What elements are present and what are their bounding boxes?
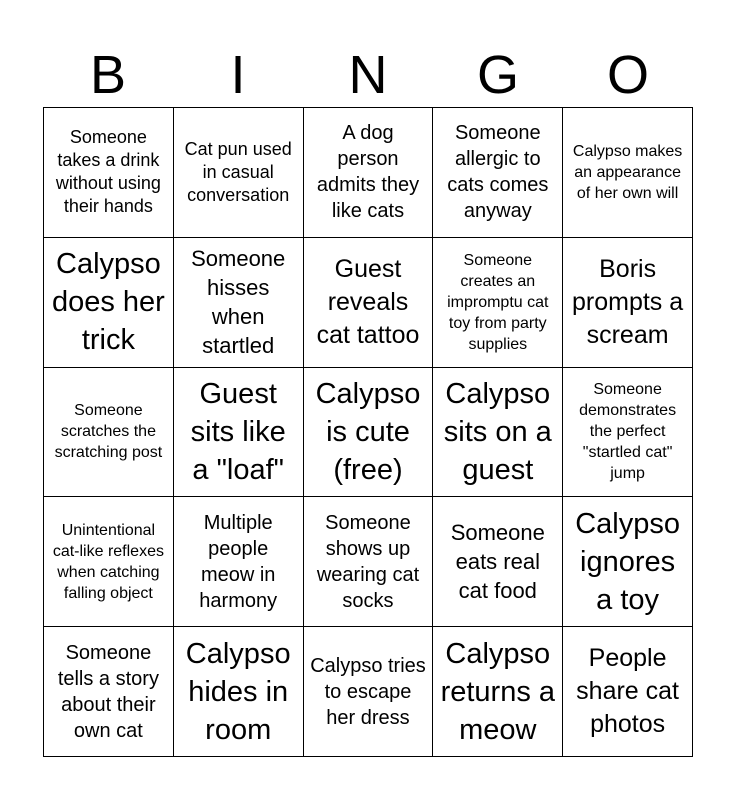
bingo-cell-1-1[interactable] xyxy=(44,108,174,238)
cell-text: Calypso sits on a guest xyxy=(443,377,552,486)
bingo-cell-4-3[interactable] xyxy=(304,497,434,627)
cell-text: Calypso does her trick xyxy=(51,248,165,357)
cell-text: Someone allergic to cats comes anyway xyxy=(447,122,549,223)
cell-text: Calypso is cute (free) xyxy=(315,377,421,486)
header-letter-o: O xyxy=(606,45,649,105)
cell-text: Calypso ignores a toy xyxy=(575,507,680,616)
cell-text: Guest sits like a "loaf" xyxy=(190,377,286,486)
cell-text: Calypso hides in room xyxy=(185,637,291,746)
bingo-cell-2-1[interactable] xyxy=(44,238,174,368)
bingo-cell-1-3[interactable] xyxy=(304,108,434,238)
cell-text: Someone scratches the scratching post xyxy=(54,402,163,462)
bingo-cell-2-2[interactable] xyxy=(174,238,304,368)
cell-text: People share cat photos xyxy=(576,644,680,739)
bingo-cell-4-2[interactable] xyxy=(174,497,304,627)
bingo-header xyxy=(43,42,693,108)
bingo-cell-3-2[interactable] xyxy=(174,368,304,498)
bingo-cell-4-1[interactable] xyxy=(44,497,174,627)
cell-text: Calypso tries to escape her dress xyxy=(310,654,426,729)
cell-text: Cat pun used in casual conversation xyxy=(184,138,292,205)
cell-text: A dog person admits they like cats xyxy=(316,122,420,223)
bingo-cell-3-4[interactable] xyxy=(433,368,563,498)
bingo-cell-2-4[interactable] xyxy=(433,238,563,368)
header-letter-n: N xyxy=(348,45,388,105)
cell-text: Unintentional cat-like reflexes when catching falling object xyxy=(52,521,164,602)
cell-text: Someone takes a drink without using their hands xyxy=(55,127,161,217)
bingo-cell-5-5[interactable] xyxy=(563,627,693,757)
cell-text: Calypso makes an appearance of her own will xyxy=(572,142,683,202)
cell-text: Someone tells a story about their own cat xyxy=(57,641,159,742)
cell-text: Someone creates an impromptu cat toy from party supplies xyxy=(447,251,549,353)
cell-text: Someone demonstrates the perfect "startled cat" jump xyxy=(579,381,677,483)
bingo-cell-4-5[interactable] xyxy=(563,497,693,627)
cell-text: Boris prompts a scream xyxy=(572,254,684,349)
header-letter-b: B xyxy=(89,45,127,105)
bingo-cell-2-5[interactable] xyxy=(563,238,693,368)
bingo-cell-3-1[interactable] xyxy=(44,368,174,498)
bingo-grid xyxy=(43,107,693,757)
header-letter-g: G xyxy=(476,45,519,105)
cell-text: Multiple people meow in harmony xyxy=(199,511,278,612)
header-letter-i: I xyxy=(230,45,246,105)
bingo-cell-5-1[interactable] xyxy=(44,627,174,757)
bingo-cell-1-4[interactable] xyxy=(433,108,563,238)
cell-text: Someone shows up wearing cat socks xyxy=(316,511,420,612)
cell-text: Someone eats real cat food xyxy=(450,520,545,604)
bingo-cell-1-2[interactable] xyxy=(174,108,304,238)
cell-text: Guest reveals cat tattoo xyxy=(316,254,420,349)
bingo-cell-3-3[interactable] xyxy=(304,368,434,498)
bingo-cell-3-5[interactable] xyxy=(563,368,693,498)
bingo-cell-4-4[interactable] xyxy=(433,497,563,627)
bingo-cell-5-2[interactable] xyxy=(174,627,304,757)
cell-text: Calypso returns a meow xyxy=(440,637,556,746)
bingo-cell-5-4[interactable] xyxy=(433,627,563,757)
cell-text: Someone hisses when startled xyxy=(191,246,286,359)
bingo-cell-2-3[interactable] xyxy=(304,238,434,368)
bingo-cell-1-5[interactable] xyxy=(563,108,693,238)
bingo-cell-5-3[interactable] xyxy=(304,627,434,757)
